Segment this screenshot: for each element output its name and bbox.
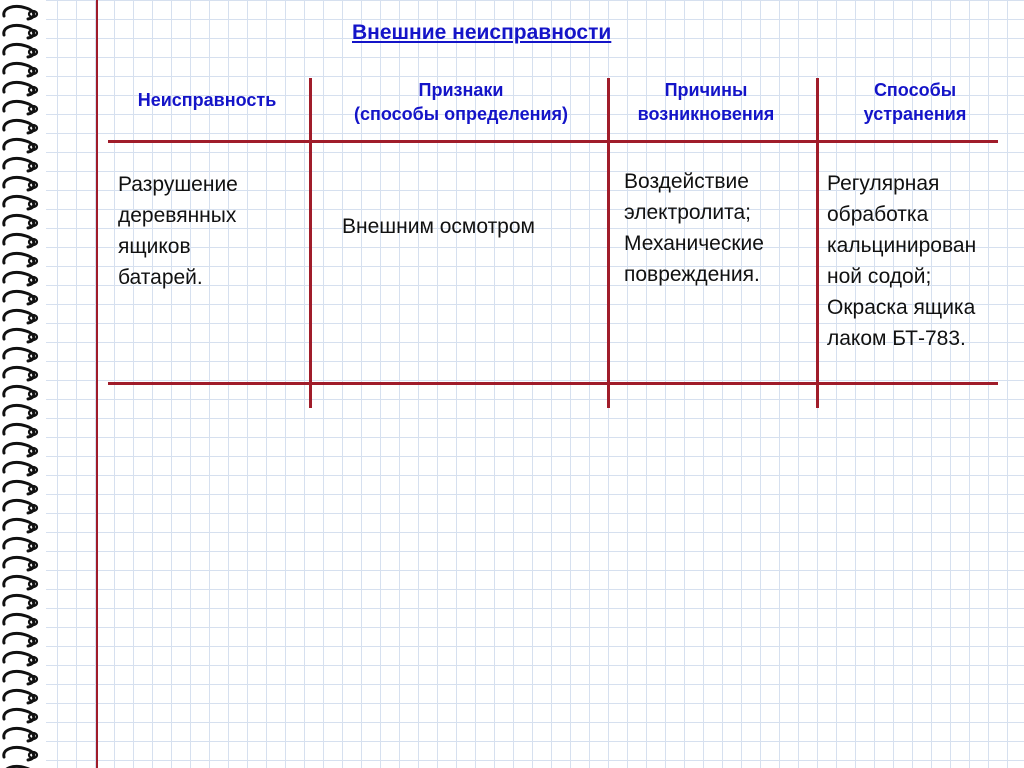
spiral-coil-icon: [4, 690, 37, 703]
cell-signs: Внешним осмотром: [342, 215, 535, 238]
spiral-coil-icon: [4, 177, 37, 190]
spiral-coil-icon: [4, 253, 37, 266]
cell-causes: Воздействие электролита; Механические повреждения.: [624, 170, 764, 286]
header-remedies: Способы устранения: [863, 80, 967, 124]
spiral-coil-icon: [4, 595, 37, 608]
spiral-coil-icon: [4, 291, 37, 304]
header-signs: Признаки (способы определения): [353, 80, 569, 124]
spiral-coil-icon: [4, 6, 37, 19]
header-causes: Причины возникновения: [637, 80, 775, 124]
cell-remedies: Регулярная обработка кальцинирован ной содой; Окраска ящика лаком БТ-783.: [827, 172, 977, 350]
spiral-coil-icon: [4, 576, 37, 589]
spiral-coil-icon: [4, 500, 37, 513]
spiral-coil-icon: [4, 82, 37, 95]
spiral-coil-icon: [4, 633, 37, 646]
page-title: Внешние неисправности: [352, 21, 612, 44]
spiral-coil-icon: [4, 386, 37, 399]
spiral-coil-icon: [4, 747, 37, 760]
spiral-coil-icon: [4, 139, 37, 152]
spiral-coil-icon: [4, 63, 37, 76]
spiral-coil-icon: [4, 538, 37, 551]
spiral-coil-icon: [4, 614, 37, 627]
spiral-coil-icon: [4, 234, 37, 247]
spiral-coil-icon: [4, 348, 37, 361]
spiral-coil-icon: [4, 196, 37, 209]
spiral-coil-icon: [4, 709, 37, 722]
spiral-coil-icon: [4, 405, 37, 418]
spiral-coil-icon: [4, 158, 37, 171]
spiral-coil-icon: [4, 215, 37, 228]
spiral-coil-icon: [4, 272, 37, 285]
notebook-margin-line: [96, 0, 98, 768]
spiral-coil-icon: [4, 443, 37, 456]
spiral-coil-icon: [4, 310, 37, 323]
spiral-coil-icon: [4, 101, 37, 114]
table-divider-2: [607, 78, 610, 408]
spiral-coil-icon: [4, 557, 37, 570]
table-rule-bottom: [108, 382, 998, 385]
spiral-coil-icon: [4, 462, 37, 475]
spiral-coil-icon: [4, 519, 37, 532]
notebook-spiral-binding: [0, 0, 46, 768]
spiral-coil-icon: [4, 367, 37, 380]
table-divider-3: [816, 78, 819, 408]
spiral-coil-icon: [4, 120, 37, 133]
spiral-coil-icon: [4, 728, 37, 741]
cell-fault: Разрушение деревянных ящиков батарей.: [118, 173, 238, 289]
spiral-coil-icon: [4, 652, 37, 665]
header-fault: Неисправность: [137, 90, 277, 110]
spiral-coil-icon: [4, 671, 37, 684]
table-divider-1: [309, 78, 312, 408]
spiral-coil-icon: [4, 329, 37, 342]
table-rule-top: [108, 140, 998, 143]
spiral-coil-icon: [4, 481, 37, 494]
spiral-coil-icon: [4, 25, 37, 38]
spiral-coil-icon: [4, 424, 37, 437]
spiral-coil-icon: [4, 44, 37, 57]
